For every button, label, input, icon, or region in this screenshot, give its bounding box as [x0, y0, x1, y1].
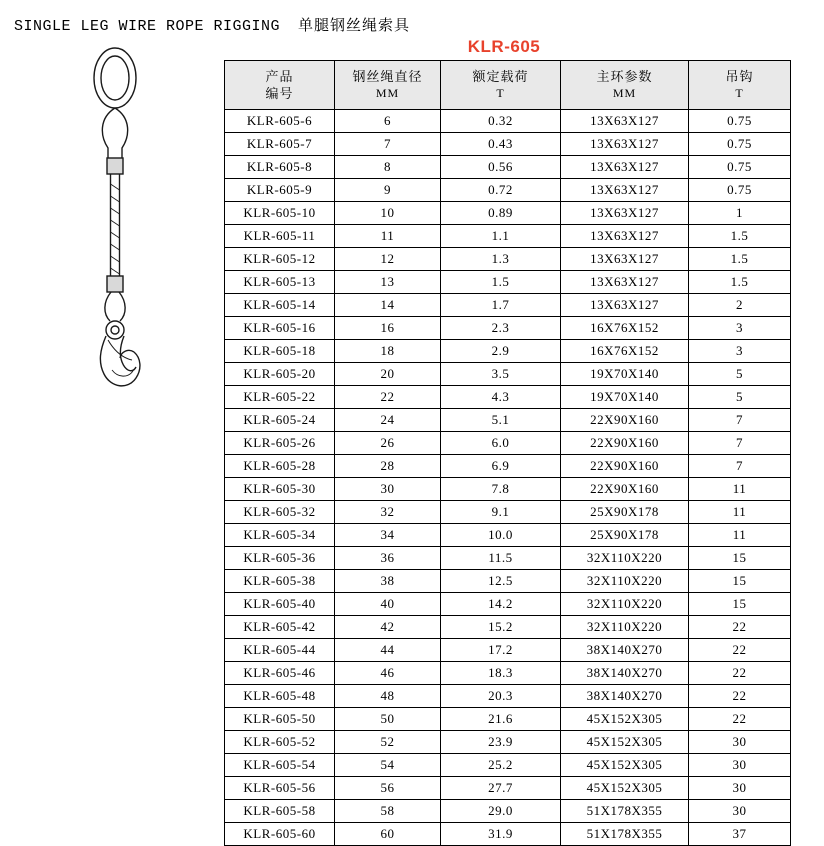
cell-master-link: 45X152X305: [561, 777, 689, 800]
cell-rope-diameter: 50: [335, 708, 441, 731]
table-row: [225, 616, 791, 639]
cell-rated-load: 10.0: [441, 524, 561, 547]
table-row: [225, 455, 791, 478]
cell-product-code: KLR-605-26: [225, 432, 335, 455]
cell-rated-load: 1.3: [441, 248, 561, 271]
cell-rated-load: 5.1: [441, 409, 561, 432]
cell-rated-load: 4.3: [441, 386, 561, 409]
cell-rated-load: 20.3: [441, 685, 561, 708]
cell-product-code: KLR-605-40: [225, 593, 335, 616]
table-row: [225, 133, 791, 156]
cell-rated-load: 18.3: [441, 662, 561, 685]
cell-master-link: 22X90X160: [561, 455, 689, 478]
cell-hook: 0.75: [689, 179, 791, 202]
cell-product-code: KLR-605-30: [225, 478, 335, 501]
table-row: [225, 340, 791, 363]
cell-rope-diameter: 46: [335, 662, 441, 685]
cell-rope-diameter: 38: [335, 570, 441, 593]
cell-hook: 30: [689, 754, 791, 777]
table-row: [225, 202, 791, 225]
table-row: [225, 386, 791, 409]
cell-master-link: 22X90X160: [561, 432, 689, 455]
cell-product-code: KLR-605-7: [225, 133, 335, 156]
table-row: [225, 478, 791, 501]
cell-hook: 11: [689, 478, 791, 501]
cell-product-code: KLR-605-38: [225, 570, 335, 593]
cell-rated-load: 2.3: [441, 317, 561, 340]
cell-master-link: 13X63X127: [561, 294, 689, 317]
cell-hook: 0.75: [689, 110, 791, 133]
cell-hook: 37: [689, 823, 791, 846]
cell-rated-load: 29.0: [441, 800, 561, 823]
cell-master-link: 51X178X355: [561, 823, 689, 846]
table-row: [225, 800, 791, 823]
cell-product-code: KLR-605-8: [225, 156, 335, 179]
cell-product-code: KLR-605-9: [225, 179, 335, 202]
cell-hook: 3: [689, 340, 791, 363]
cell-rope-diameter: 9: [335, 179, 441, 202]
column-header-master-link: 主环参数 MM: [561, 61, 689, 110]
cell-rated-load: 3.5: [441, 363, 561, 386]
table-header-row: [225, 61, 791, 110]
cell-rated-load: 6.0: [441, 432, 561, 455]
cell-product-code: KLR-605-46: [225, 662, 335, 685]
cell-rope-diameter: 24: [335, 409, 441, 432]
table-row: [225, 777, 791, 800]
cell-master-link: 16X76X152: [561, 317, 689, 340]
cell-rope-diameter: 40: [335, 593, 441, 616]
cell-hook: 22: [689, 708, 791, 731]
cell-rated-load: 15.2: [441, 616, 561, 639]
cell-master-link: 16X76X152: [561, 340, 689, 363]
cell-master-link: 32X110X220: [561, 547, 689, 570]
cell-product-code: KLR-605-13: [225, 271, 335, 294]
cell-rope-diameter: 58: [335, 800, 441, 823]
table-row: [225, 156, 791, 179]
cell-product-code: KLR-605-28: [225, 455, 335, 478]
cell-rope-diameter: 34: [335, 524, 441, 547]
cell-rope-diameter: 6: [335, 110, 441, 133]
cell-product-code: KLR-605-42: [225, 616, 335, 639]
cell-master-link: 19X70X140: [561, 363, 689, 386]
cell-rated-load: 1.7: [441, 294, 561, 317]
cell-rated-load: 31.9: [441, 823, 561, 846]
cell-product-code: KLR-605-44: [225, 639, 335, 662]
cell-hook: 15: [689, 547, 791, 570]
cell-rope-diameter: 10: [335, 202, 441, 225]
cell-master-link: 13X63X127: [561, 271, 689, 294]
cell-rope-diameter: 22: [335, 386, 441, 409]
cell-rated-load: 21.6: [441, 708, 561, 731]
cell-rated-load: 17.2: [441, 639, 561, 662]
cell-master-link: 13X63X127: [561, 225, 689, 248]
cell-rated-load: 0.43: [441, 133, 561, 156]
page-title-cn: 单腿钢丝绳索具: [298, 17, 411, 34]
page-title-en: SINGLE LEG WIRE ROPE RIGGING: [14, 18, 281, 35]
cell-hook: 0.75: [689, 133, 791, 156]
table-body: [225, 110, 791, 846]
cell-master-link: 45X152X305: [561, 754, 689, 777]
table-row: [225, 501, 791, 524]
product-code-heading: KLR-605: [467, 37, 541, 56]
table-row: [225, 179, 791, 202]
cell-hook: 5: [689, 363, 791, 386]
table-row: [225, 271, 791, 294]
cell-master-link: 32X110X220: [561, 570, 689, 593]
cell-hook: 11: [689, 524, 791, 547]
cell-product-code: KLR-605-16: [225, 317, 335, 340]
table-row: [225, 639, 791, 662]
cell-rope-diameter: 54: [335, 754, 441, 777]
table-row: [225, 731, 791, 754]
cell-rope-diameter: 13: [335, 271, 441, 294]
cell-rated-load: 11.5: [441, 547, 561, 570]
cell-hook: 1.5: [689, 271, 791, 294]
page-title: [14, 14, 410, 35]
cell-rope-diameter: 52: [335, 731, 441, 754]
cell-product-code: KLR-605-48: [225, 685, 335, 708]
cell-rated-load: 25.2: [441, 754, 561, 777]
cell-rated-load: 0.72: [441, 179, 561, 202]
cell-rated-load: 23.9: [441, 731, 561, 754]
cell-master-link: 51X178X355: [561, 800, 689, 823]
cell-rope-diameter: 20: [335, 363, 441, 386]
cell-master-link: 19X70X140: [561, 386, 689, 409]
cell-rope-diameter: 42: [335, 616, 441, 639]
cell-rope-diameter: 48: [335, 685, 441, 708]
cell-rated-load: 9.1: [441, 501, 561, 524]
cell-hook: 22: [689, 685, 791, 708]
table-row: [225, 593, 791, 616]
cell-hook: 11: [689, 501, 791, 524]
cell-hook: 3: [689, 317, 791, 340]
cell-rope-diameter: 12: [335, 248, 441, 271]
cell-rated-load: 6.9: [441, 455, 561, 478]
table-row: [225, 708, 791, 731]
cell-master-link: 13X63X127: [561, 179, 689, 202]
cell-product-code: KLR-605-36: [225, 547, 335, 570]
cell-hook: 22: [689, 616, 791, 639]
cell-product-code: KLR-605-54: [225, 754, 335, 777]
cell-rated-load: 1.1: [441, 225, 561, 248]
single-leg-wire-rope-sling-diagram: [70, 40, 210, 420]
table-row: [225, 685, 791, 708]
cell-master-link: 22X90X160: [561, 409, 689, 432]
cell-rated-load: 14.2: [441, 593, 561, 616]
cell-rated-load: 0.32: [441, 110, 561, 133]
cell-master-link: 32X110X220: [561, 593, 689, 616]
cell-product-code: KLR-605-58: [225, 800, 335, 823]
cell-rated-load: 2.9: [441, 340, 561, 363]
cell-product-code: KLR-605-56: [225, 777, 335, 800]
spec-table-container: [224, 60, 790, 846]
cell-product-code: KLR-605-12: [225, 248, 335, 271]
cell-product-code: KLR-605-22: [225, 386, 335, 409]
cell-master-link: 38X140X270: [561, 639, 689, 662]
cell-rope-diameter: 28: [335, 455, 441, 478]
table-row: [225, 662, 791, 685]
cell-rope-diameter: 18: [335, 340, 441, 363]
cell-rope-diameter: 36: [335, 547, 441, 570]
cell-rope-diameter: 26: [335, 432, 441, 455]
cell-hook: 30: [689, 777, 791, 800]
table-row: [225, 409, 791, 432]
table-row: [225, 363, 791, 386]
table-row: [225, 432, 791, 455]
cell-hook: 7: [689, 432, 791, 455]
cell-master-link: 25X90X178: [561, 524, 689, 547]
cell-hook: 30: [689, 800, 791, 823]
cell-rope-diameter: 16: [335, 317, 441, 340]
cell-master-link: 13X63X127: [561, 133, 689, 156]
cell-product-code: KLR-605-6: [225, 110, 335, 133]
column-header-hook: 吊钩 T: [689, 61, 791, 110]
cell-rope-diameter: 60: [335, 823, 441, 846]
cell-hook: 22: [689, 662, 791, 685]
cell-rope-diameter: 11: [335, 225, 441, 248]
cell-product-code: KLR-605-34: [225, 524, 335, 547]
table-row: [225, 110, 791, 133]
cell-hook: 1.5: [689, 225, 791, 248]
table-row: [225, 248, 791, 271]
cell-master-link: 25X90X178: [561, 501, 689, 524]
cell-rated-load: 0.56: [441, 156, 561, 179]
cell-product-code: KLR-605-50: [225, 708, 335, 731]
cell-rope-diameter: 7: [335, 133, 441, 156]
cell-hook: 7: [689, 409, 791, 432]
cell-master-link: 45X152X305: [561, 708, 689, 731]
cell-master-link: 13X63X127: [561, 248, 689, 271]
cell-master-link: 45X152X305: [561, 731, 689, 754]
cell-product-code: KLR-605-60: [225, 823, 335, 846]
cell-hook: 1: [689, 202, 791, 225]
cell-master-link: 38X140X270: [561, 685, 689, 708]
cell-hook: 15: [689, 570, 791, 593]
table-row: [225, 294, 791, 317]
cell-master-link: 38X140X270: [561, 662, 689, 685]
cell-product-code: KLR-605-24: [225, 409, 335, 432]
cell-hook: 1.5: [689, 248, 791, 271]
cell-master-link: 22X90X160: [561, 478, 689, 501]
cell-master-link: 32X110X220: [561, 616, 689, 639]
table-row: [225, 317, 791, 340]
cell-hook: 15: [689, 593, 791, 616]
table-row: [225, 547, 791, 570]
cell-hook: 2: [689, 294, 791, 317]
cell-master-link: 13X63X127: [561, 156, 689, 179]
column-header-product-code: 产品 编号: [225, 61, 335, 110]
cell-product-code: KLR-605-52: [225, 731, 335, 754]
cell-rope-diameter: 14: [335, 294, 441, 317]
cell-product-code: KLR-605-14: [225, 294, 335, 317]
cell-rated-load: 7.8: [441, 478, 561, 501]
cell-product-code: KLR-605-10: [225, 202, 335, 225]
cell-rated-load: 1.5: [441, 271, 561, 294]
cell-hook: 30: [689, 731, 791, 754]
cell-hook: 7: [689, 455, 791, 478]
cell-rated-load: 0.89: [441, 202, 561, 225]
table-row: [225, 823, 791, 846]
cell-product-code: KLR-605-11: [225, 225, 335, 248]
cell-rated-load: 27.7: [441, 777, 561, 800]
cell-hook: 0.75: [689, 156, 791, 179]
table-row: [225, 225, 791, 248]
cell-rated-load: 12.5: [441, 570, 561, 593]
cell-hook: 5: [689, 386, 791, 409]
specification-table: [224, 60, 791, 846]
table-row: [225, 524, 791, 547]
cell-rope-diameter: 32: [335, 501, 441, 524]
column-header-rated-load: 额定载荷 T: [441, 61, 561, 110]
cell-product-code: KLR-605-20: [225, 363, 335, 386]
cell-rope-diameter: 56: [335, 777, 441, 800]
column-header-rope-diameter: 钢丝绳直径 MM: [335, 61, 441, 110]
cell-master-link: 13X63X127: [561, 110, 689, 133]
cell-product-code: KLR-605-32: [225, 501, 335, 524]
cell-product-code: KLR-605-18: [225, 340, 335, 363]
cell-master-link: 13X63X127: [561, 202, 689, 225]
cell-rope-diameter: 8: [335, 156, 441, 179]
cell-rope-diameter: 44: [335, 639, 441, 662]
table-row: [225, 754, 791, 777]
cell-hook: 22: [689, 639, 791, 662]
table-row: [225, 570, 791, 593]
cell-rope-diameter: 30: [335, 478, 441, 501]
